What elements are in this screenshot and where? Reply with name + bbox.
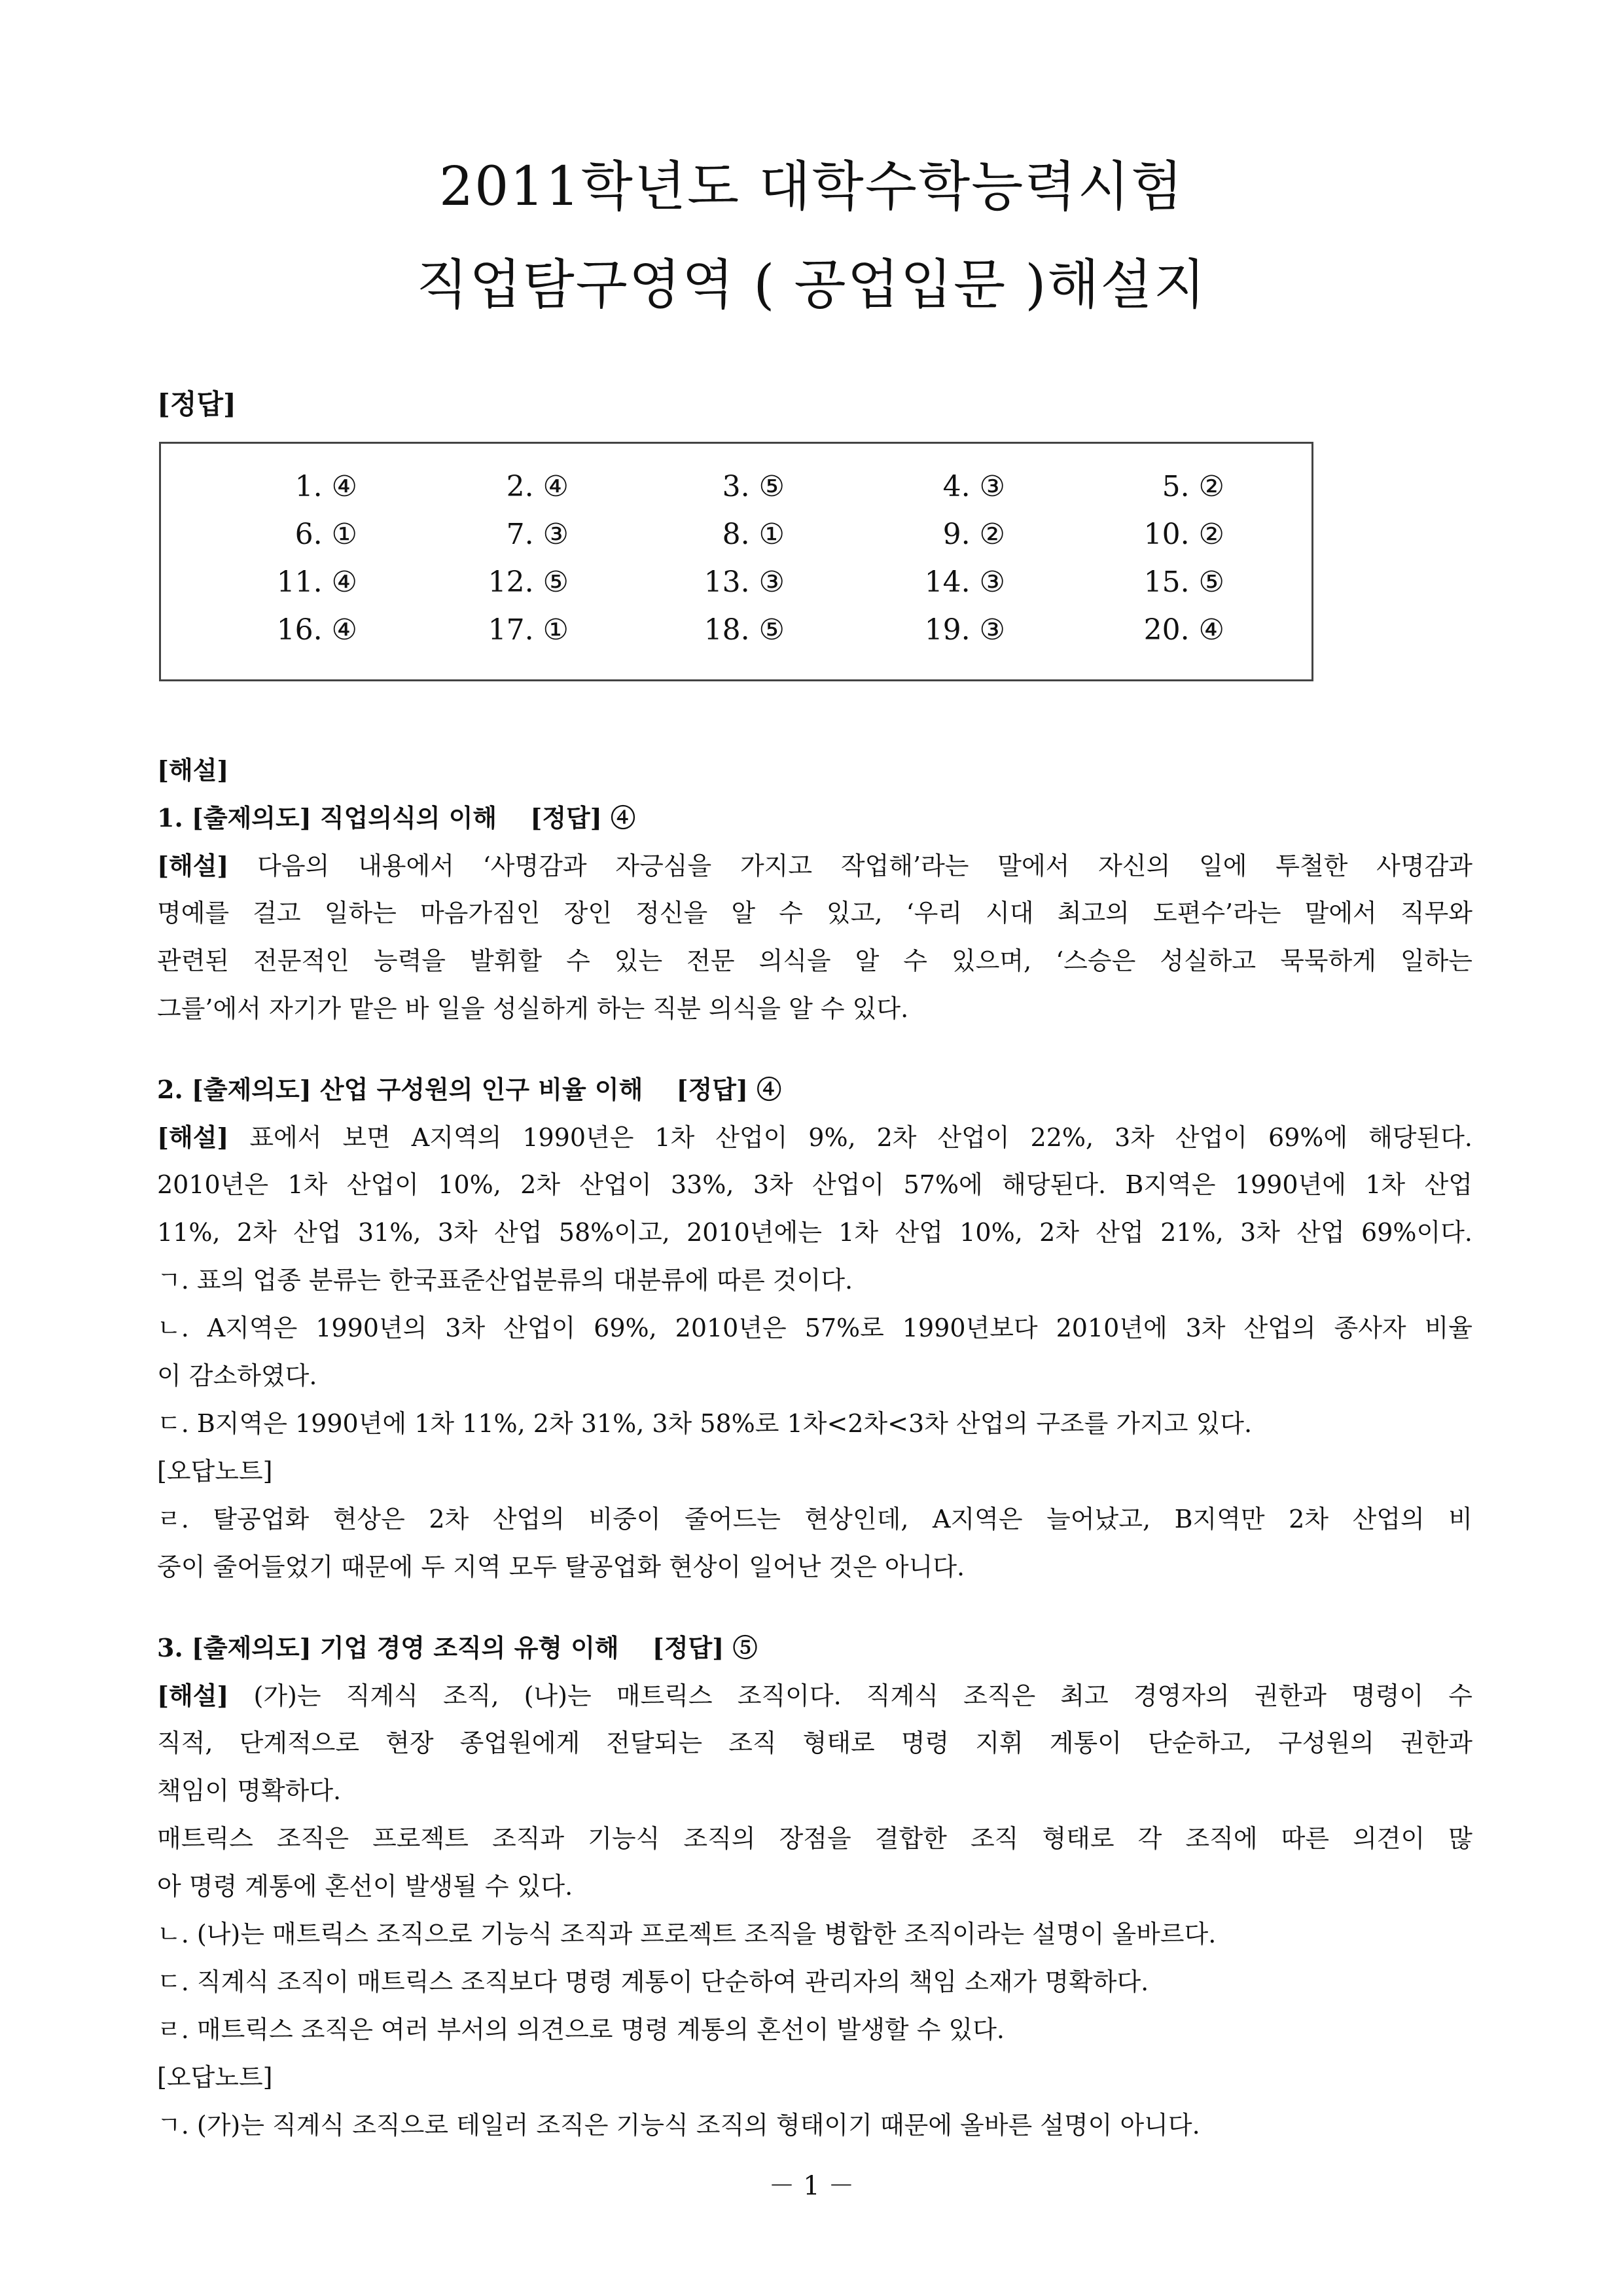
page-number: － 1 － — [768, 2171, 855, 2201]
text-span: 표에서 보면 A지역의 1990년은 1차 산업이 9%, 2차 산업이 22%, 3차 산업이 69%에 해당된다. — [228, 1123, 1472, 1152]
question-2-text-line — [157, 1113, 1472, 1161]
question-3-text-line: 아 명령 계통에 혼선이 발생될 수 있다. — [157, 1872, 573, 1901]
section-gap — [157, 1591, 1472, 1624]
text-span: (가)는 직계식 조직, (나)는 매트릭스 조직이다. 직계식 조직은 최고 경영자의 권한과 명령이 수 — [228, 1681, 1472, 1710]
answer-cell: 5. ② — [1162, 470, 1224, 503]
answer-cell: 6. ① — [294, 518, 357, 551]
answer-cell: 1. ④ — [294, 470, 357, 503]
text-span: 다음의 내용에서 ‘사명감과 자긍심을 가지고 작업해’라는 말에서 자신의 일에 투철한 사명감과 — [228, 852, 1472, 880]
answer-cell: 20. ④ — [1143, 613, 1224, 647]
question-2-text-line: ㄹ. 탈공업화 현상은 2차 산업의 비중이 줄어드는 현상인데, A지역은 늘어났고, B지역만 2차 산업의 비 — [157, 1505, 1472, 1534]
question-2-text-line: ㄱ. 표의 업종 분류는 한국표준산업분류의 대분류에 따른 것이다. — [157, 1266, 853, 1295]
question-3-text-line: 매트릭스 조직은 프로젝트 조직과 기능식 조직의 장점을 결합한 조직 형태로 각 조직에 따른 의견이 많 — [157, 1824, 1472, 1853]
question-3-text-line: 책임이 명확하다. — [157, 1776, 342, 1805]
answer-cell: 12. ⑤ — [488, 565, 569, 599]
question-3-text-line: ㄴ. (나)는 매트릭스 조직으로 기능식 조직과 프로젝트 조직을 병합한 조직이라는 설명이 올바르다. — [157, 1920, 1217, 1948]
answer-cell: 4. ③ — [942, 470, 1005, 503]
explanation-tag: [해설] — [157, 1122, 229, 1152]
document-title-line-1: 2011학년도 대학수학능력시험 — [438, 156, 1185, 218]
wrong-answer-note-label: [오답노트] — [157, 1457, 273, 1486]
answer-cell: 17. ① — [488, 613, 569, 647]
document-title-line-2: 직업탐구영역 ( 공업입문 )해설지 — [416, 254, 1207, 316]
answer-cell: 14. ③ — [924, 565, 1005, 599]
answer-cell: 10. ② — [1143, 518, 1224, 551]
answer-cell: 19. ③ — [924, 613, 1005, 647]
answer-cell: 16. ④ — [276, 613, 357, 647]
question-2-text-line: ㄴ. A지역은 1990년의 3차 산업이 69%, 2010년은 57%로 1990년보다 2010년에 3차 산업의 종사자 비율 — [157, 1314, 1472, 1342]
question-1-text-line — [157, 842, 1472, 889]
wrong-answer-note-label: [오답노트] — [157, 2063, 273, 2092]
answer-cell: 11. ④ — [276, 565, 357, 599]
explanation-section — [157, 746, 1472, 2149]
answer-cell: 8. ① — [722, 518, 785, 551]
question-2-text-line: 11%, 2차 산업 31%, 3차 산업 58%이고, 2010년에는 1차 산업 10%, 2차 산업 21%, 3차 산업 69%이다. — [157, 1218, 1472, 1247]
question-3-text-line: ㄹ. 매트릭스 조직은 여러 부서의 의견으로 명령 계통의 혼선이 발생할 수 있다. — [157, 2015, 1005, 2044]
answers-label: [정답] — [157, 388, 236, 420]
question-2-text-line: 2010년은 1차 산업이 10%, 2차 산업이 33%, 3차 산업이 57%에 해당된다. B지역은 1990년에 1차 산업 — [157, 1170, 1472, 1199]
answer-table — [159, 442, 1313, 681]
question-3-text-line: ㄱ. (가)는 직계식 조직으로 테일러 조직은 기능식 조직의 형태이기 때문에 올바른 설명이 아니다. — [157, 2111, 1200, 2140]
answer-cell: 9. ② — [942, 518, 1005, 551]
question-3-text-line — [157, 1672, 1472, 1719]
question-2-text-line: 이 감소하였다. — [157, 1361, 317, 1390]
question-1-heading: 1. [출제의도] 직업의식의 이해 [정답] ④ — [157, 803, 635, 833]
explanation-tag: [해설] — [157, 851, 229, 880]
question-2-heading: 2. [출제의도] 산업 구성원의 인구 비율 이해 [정답] ④ — [157, 1075, 782, 1104]
answer-cell: 3. ⑤ — [722, 470, 785, 503]
answer-cell: 7. ③ — [506, 518, 569, 551]
question-3-text-line: ㄷ. 직계식 조직이 매트릭스 조직보다 명령 계통이 단순하여 관리자의 책임 소재가 명확하다. — [157, 1967, 1149, 1996]
question-2-text-line: ㄷ. B지역은 1990년에 1차 11%, 2차 31%, 3차 58%로 1차<2차<3차 산업의 구조를 가지고 있다. — [157, 1409, 1253, 1438]
answer-cell: 18. ⑤ — [704, 613, 785, 647]
answer-cell: 13. ③ — [704, 565, 785, 599]
question-1-text-line: 명예를 걸고 일하는 마음가짐인 장인 정신을 알 수 있고, ‘우리 시대 최고의 도편수’라는 말에서 직무와 — [157, 899, 1472, 927]
question-3-heading: 3. [출제의도] 기업 경영 조직의 유형 이해 [정답] ⑤ — [157, 1633, 758, 1662]
question-3-text-line: 직적, 단계적으로 현장 종업원에게 전달되는 조직 형태로 명령 지휘 계통이 단순하고, 구성원의 권한과 — [157, 1729, 1472, 1757]
explanation-tag: [해설] — [157, 1681, 229, 1710]
question-2-text-line: 중이 줄어들었기 때문에 두 지역 모두 탈공업화 현상이 일어난 것은 아니다. — [157, 1552, 965, 1581]
answer-cell: 15. ⑤ — [1143, 565, 1224, 599]
question-1-text-line: 그를’에서 자기가 맡은 바 일을 성실하게 하는 직분 의식을 알 수 있다. — [157, 994, 909, 1023]
explanation-label: [해설] — [157, 755, 229, 785]
answer-cell: 2. ④ — [506, 470, 569, 503]
section-gap — [157, 1033, 1472, 1066]
question-1-text-line: 관련된 전문적인 능력을 발휘할 수 있는 전문 의식을 알 수 있으며, ‘스승은 성실하고 묵묵하게 일하는 — [157, 946, 1472, 975]
